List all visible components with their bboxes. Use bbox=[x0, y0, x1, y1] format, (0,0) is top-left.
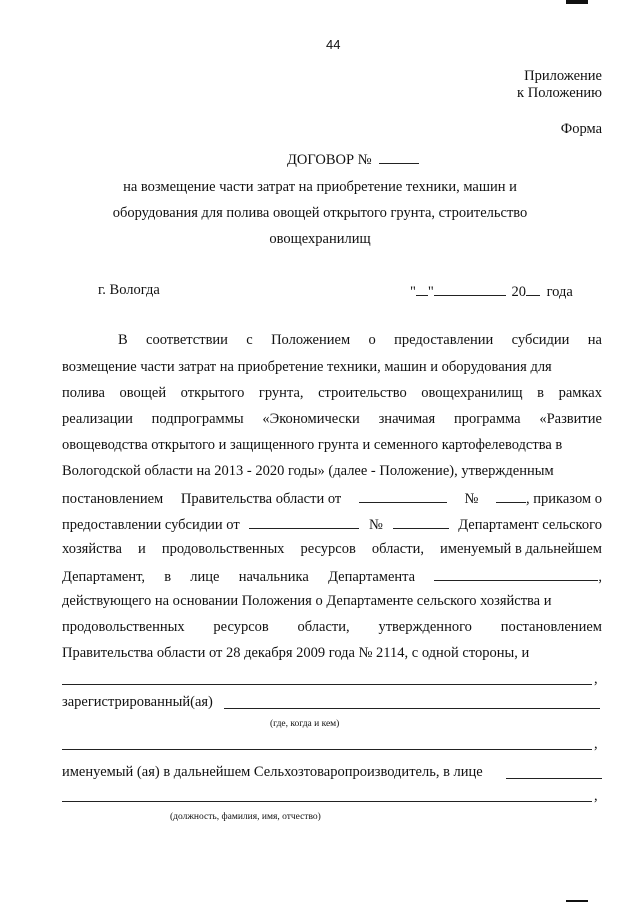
month-blank[interactable] bbox=[434, 283, 506, 296]
word: Департамент, bbox=[62, 569, 145, 585]
word: реализации bbox=[62, 411, 133, 427]
word: открытого bbox=[180, 385, 245, 401]
gov-decree-date-blank[interactable] bbox=[359, 490, 447, 503]
representative-details-line[interactable] bbox=[62, 801, 592, 802]
word: предоставлении bbox=[394, 332, 494, 348]
year-prefix: 20 bbox=[511, 284, 526, 300]
comma: , bbox=[598, 569, 602, 585]
body-line-11: действующего на основании Положения о Департаменте сельского хозяйства и bbox=[62, 593, 552, 609]
hereinafter-producer-text: именуемый (ая) в дальнейшем Сельхозтоваропроизводитель, в лице bbox=[62, 764, 483, 780]
word: ресурсов bbox=[300, 541, 356, 557]
gov-decree-number-group bbox=[496, 490, 602, 507]
body-line-2: возмещение части затрат на приобретение техники, машин и оборудования для bbox=[62, 359, 552, 375]
word: Департамент сельского bbox=[458, 517, 602, 533]
appendix-line-1: Приложение bbox=[524, 68, 602, 84]
body-line-5: овощеводства открытого и защищенного грунта и семенного картофелеводства в bbox=[62, 437, 563, 453]
word: грунта, bbox=[258, 385, 304, 401]
word: значимая bbox=[378, 411, 436, 427]
word: подпрограммы bbox=[151, 411, 244, 427]
body-line-6: Вологодской области на 2013 - 2020 годы» (далее - Положение), утвержденным bbox=[62, 463, 554, 479]
word: на bbox=[587, 332, 602, 348]
word: Положением bbox=[271, 332, 351, 348]
word: области, bbox=[371, 541, 424, 557]
word: именуемый в дальнейшем bbox=[440, 541, 602, 557]
date-quote-close: " bbox=[427, 284, 434, 300]
body-line-7 bbox=[62, 490, 602, 507]
word: Правительства области от bbox=[180, 491, 342, 507]
gov-decree-number-blank[interactable] bbox=[496, 490, 526, 503]
number-sign: № bbox=[464, 491, 479, 507]
body-line-10 bbox=[62, 568, 602, 585]
date-line bbox=[410, 283, 573, 300]
appendix-line-2: к Положению bbox=[517, 85, 602, 101]
contract-subtitle-2: оборудования для полива овощей открытого грунта, строительство bbox=[112, 205, 528, 221]
word: «Развитие bbox=[539, 411, 602, 427]
word: области, bbox=[297, 619, 350, 635]
body-line-1 bbox=[118, 333, 602, 348]
comma-18: , bbox=[594, 788, 598, 804]
comma-16: , bbox=[594, 736, 598, 752]
word: предоставлении субсидии от bbox=[62, 517, 240, 533]
contract-title-text: ДОГОВОР № bbox=[287, 152, 372, 168]
word: ресурсов bbox=[213, 619, 269, 635]
date-quote-open: " bbox=[410, 284, 416, 300]
form-label: Форма bbox=[560, 121, 602, 137]
day-blank[interactable] bbox=[416, 283, 428, 296]
word: в bbox=[537, 385, 544, 401]
body-line-12 bbox=[62, 620, 602, 635]
word: субсидии bbox=[511, 332, 570, 348]
contract-title bbox=[287, 151, 419, 168]
body-line-9 bbox=[62, 542, 602, 557]
word: продовольственных bbox=[161, 541, 285, 557]
word: лице bbox=[190, 569, 220, 585]
body-line-13: Правительства области от 28 декабря 2009 года № 2114, с одной стороны, и bbox=[62, 645, 530, 661]
word: овощей bbox=[119, 385, 167, 401]
word: о bbox=[368, 332, 376, 348]
year-suffix: года bbox=[546, 284, 573, 300]
word: рамках bbox=[558, 385, 602, 401]
counterparty-name-line[interactable] bbox=[62, 684, 592, 685]
word: овощехранилищ bbox=[421, 385, 523, 401]
contract-number-blank[interactable] bbox=[379, 151, 419, 164]
city: г. Вологда bbox=[98, 282, 160, 298]
caption-where-when-by-whom: (где, когда и кем) bbox=[270, 719, 340, 729]
word: , приказом о bbox=[526, 491, 602, 507]
year-blank[interactable] bbox=[526, 283, 540, 296]
scan-mark-bottom-right bbox=[566, 900, 588, 902]
registration-details-line[interactable] bbox=[224, 708, 600, 709]
word: соответствии bbox=[146, 332, 228, 348]
word: Департамента bbox=[328, 569, 416, 585]
caption-position-name: (должность, фамилия, имя, отчество) bbox=[170, 812, 321, 822]
word: постановлением bbox=[500, 619, 602, 635]
body-line-3 bbox=[62, 386, 602, 401]
registered-label: зарегистрированный(ая) bbox=[62, 694, 213, 710]
word: хозяйства bbox=[62, 541, 122, 557]
word: программа bbox=[453, 411, 521, 427]
comma-14: , bbox=[594, 671, 598, 687]
word: «Экономически bbox=[262, 411, 360, 427]
word: и bbox=[138, 541, 146, 557]
page-number: 44 bbox=[326, 37, 341, 52]
word: начальника bbox=[238, 569, 309, 585]
word: В bbox=[118, 332, 128, 348]
word: продовольственных bbox=[62, 619, 185, 635]
department-head-blank[interactable] bbox=[434, 568, 598, 581]
producer-representative-line[interactable] bbox=[506, 778, 602, 779]
scan-mark-top-right bbox=[566, 0, 588, 4]
word: строительство bbox=[318, 385, 407, 401]
body-line-4 bbox=[62, 412, 602, 427]
registration-continuation-line[interactable] bbox=[62, 749, 592, 750]
body-line-8 bbox=[62, 516, 602, 533]
order-number-blank[interactable] bbox=[393, 516, 449, 529]
contract-subtitle-1: на возмещение части затрат на приобретение техники, машин и bbox=[123, 179, 517, 195]
word: постановлением bbox=[62, 491, 164, 507]
word: в bbox=[164, 569, 172, 585]
order-date-blank[interactable] bbox=[249, 516, 359, 529]
word: утвержденного bbox=[378, 619, 472, 635]
head-name-group bbox=[434, 568, 602, 585]
number-sign: № bbox=[369, 517, 383, 533]
word: с bbox=[246, 332, 253, 348]
contract-subtitle-3: овощехранилищ bbox=[269, 231, 371, 247]
word: полива bbox=[62, 385, 105, 401]
